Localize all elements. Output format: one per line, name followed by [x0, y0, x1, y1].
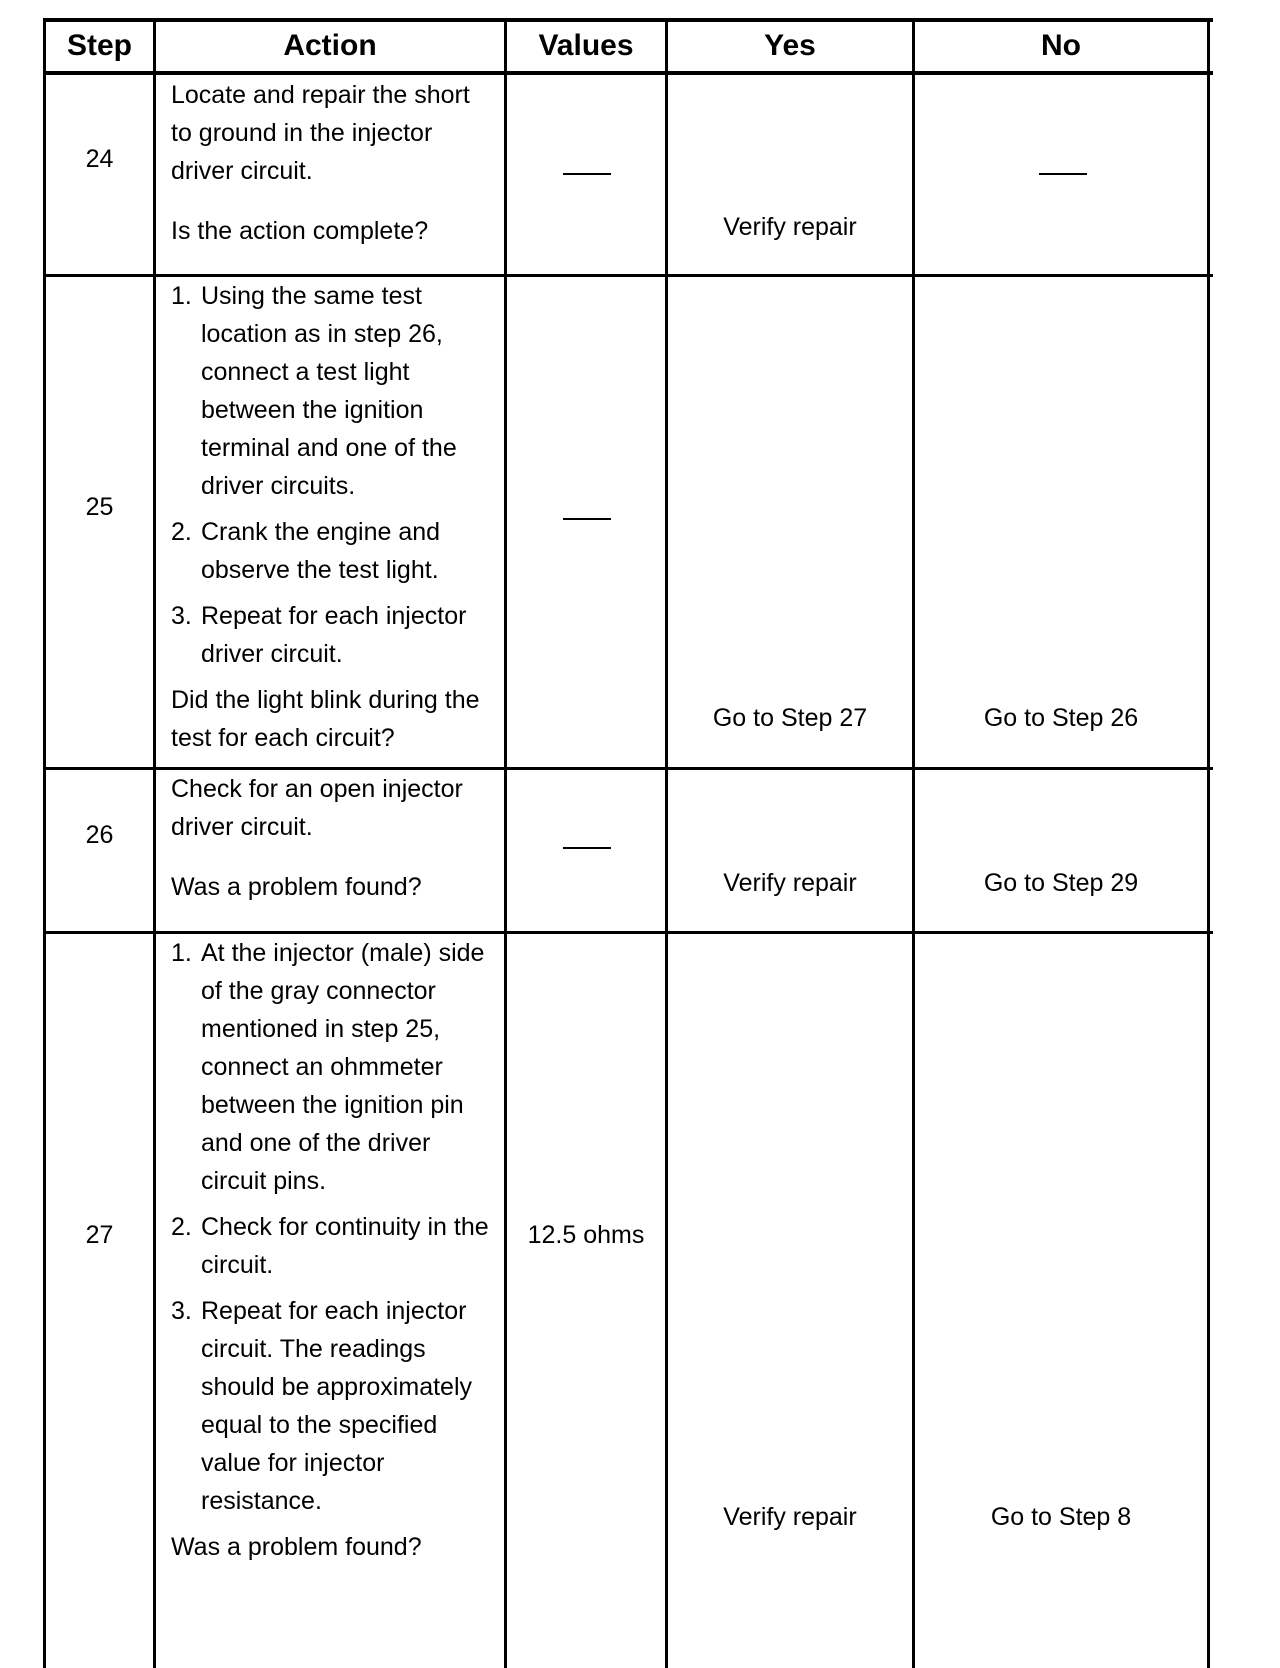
yes-25: Go to Step 27 — [712, 704, 868, 732]
action-27 — [171, 934, 493, 1566]
yes-27: Verify repair — [723, 1503, 857, 1531]
values-empty-dash — [563, 518, 611, 520]
values-27: 12.5 ohms — [527, 1221, 645, 1249]
values-empty-dash — [563, 847, 611, 849]
action-item: 2. Check for continuity in the circuit. — [171, 1213, 489, 1279]
header-action: Action — [283, 29, 377, 62]
action-26 — [171, 770, 491, 906]
col-divider-step — [153, 18, 156, 1668]
no-26: Go to Step 29 — [983, 869, 1139, 897]
action-item: 2. Crank the engine and observe the test light. — [171, 518, 441, 584]
action-item: 1. Using the same test location as in step 26, connect a test light between the ignition terminal and one of the driver circuits. — [171, 282, 457, 500]
diagnostic-table — [43, 18, 1213, 1668]
yes-24: Verify repair — [723, 213, 857, 241]
yes-26: Verify repair — [723, 869, 857, 897]
action-text: Check for an open injector driver circuit. — [171, 775, 463, 841]
action-question: Was a problem found? — [171, 1533, 422, 1561]
header-no: No — [1041, 29, 1081, 62]
step-number-27: 27 — [85, 1221, 114, 1249]
action-question: Is the action complete? — [171, 217, 429, 245]
action-item: 1. At the injector (male) side of the gray connector mentioned in step 25, connect an ohmmeter between the ignition pin and one of the driver circuit pins. — [171, 939, 485, 1195]
header-values: Values — [538, 29, 634, 62]
action-text: Locate and repair the short to ground in the injector driver circuit. — [171, 81, 470, 185]
table-right-border — [1207, 18, 1210, 1668]
header-step: Step — [66, 29, 132, 62]
no-25: Go to Step 26 — [983, 704, 1139, 732]
action-24 — [171, 76, 491, 250]
step-number-26: 26 — [85, 821, 114, 849]
col-divider-action — [504, 18, 507, 1668]
header-yes: Yes — [764, 29, 816, 62]
action-25 — [171, 277, 493, 757]
action-question: Did the light blink during the test for each circuit? — [171, 686, 480, 752]
action-question: Was a problem found? — [171, 873, 422, 901]
action-item: 3. Repeat for each injector circuit. The readings should be approximately equal to the specified value for injector resistance. — [171, 1297, 472, 1515]
no-empty-dash — [1039, 173, 1087, 175]
step-number-24: 24 — [85, 145, 114, 173]
col-divider-yes — [912, 18, 915, 1668]
action-item: 3. Repeat for each injector driver circuit. — [171, 602, 467, 668]
header-divider — [43, 71, 1213, 75]
values-empty-dash — [563, 173, 611, 175]
no-27: Go to Step 8 — [990, 1503, 1132, 1531]
col-divider-values — [665, 18, 668, 1668]
step-number-25: 25 — [85, 493, 114, 521]
